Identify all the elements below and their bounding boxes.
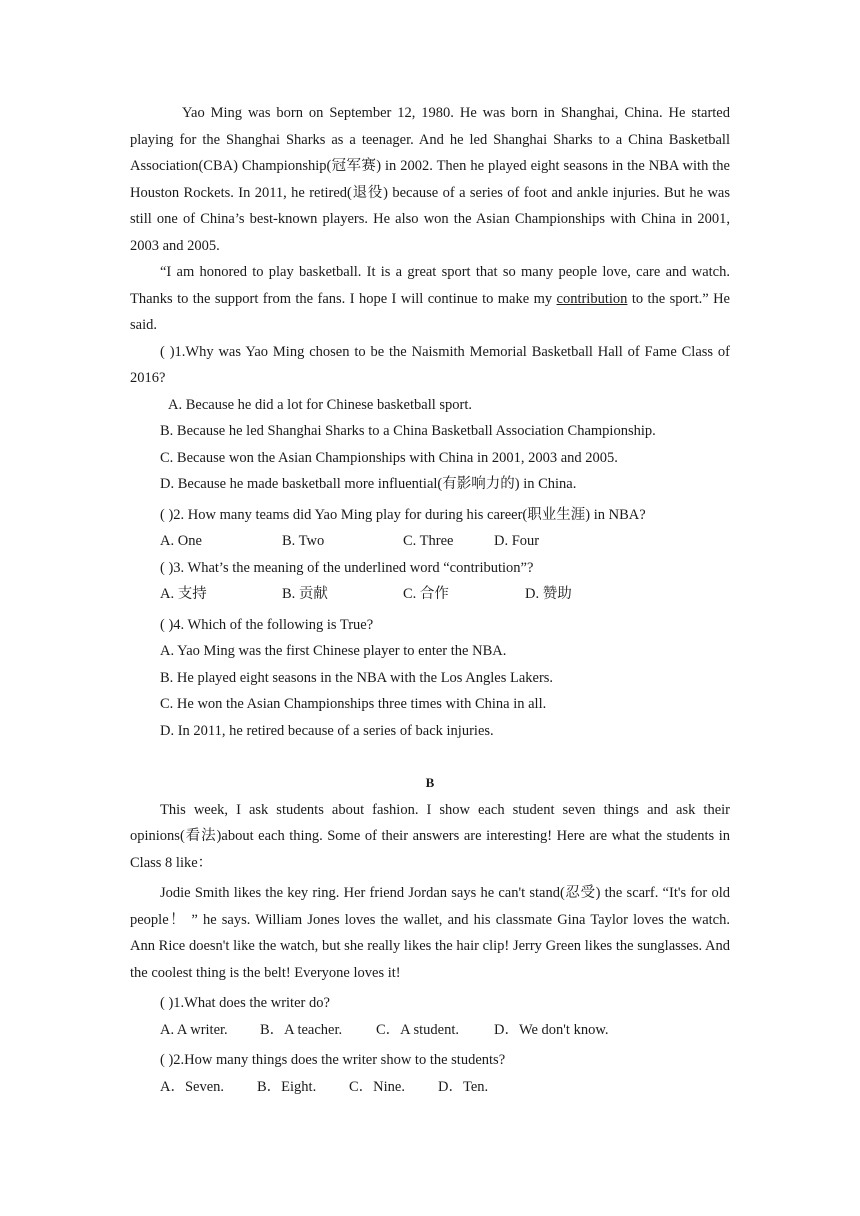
- q2-option-b: B. Two: [282, 533, 325, 549]
- passage-a-paragraph-2: [130, 259, 730, 339]
- passage-b-q1-options: [130, 1017, 730, 1044]
- q3-option-c: C. 合作: [403, 586, 449, 602]
- passage-b-paragraph-2: Jodie Smith likes the key ring. Her friend Jordan says he can't stand(忍受) the scarf. “It's for old people！ ” he says. William Jones loves the wallet, and his classmate Gina Taylor loves the watch. Ann Rice doesn't like the watch, but she really likes the hair clip! Jerry Green likes the sunglasses. And the coolest thing is the belt! Everyone loves it!: [130, 885, 730, 981]
- question-3: ( )3. What’s the meaning of the underlined word “contribution”?: [160, 559, 534, 576]
- q4-option-b: B. He played eight seasons in the NBA with the Los Angles Lakers.: [160, 669, 554, 686]
- b-q2-option-c: C．Nine.: [349, 1078, 405, 1095]
- b-q1-option-b: B．A teacher.: [260, 1021, 343, 1038]
- q2-options: [130, 528, 730, 555]
- b-q2-option-d: D．Ten.: [438, 1078, 489, 1095]
- q1-option-c: C. Because won the Asian Championships with China in 2001, 2003 and 2005.: [160, 449, 618, 466]
- q3-option-d: D. 赞助: [525, 586, 572, 602]
- question-4: ( )4. Which of the following is True?: [160, 616, 374, 633]
- q4-option-c: C. He won the Asian Championships three times with China in all.: [160, 696, 547, 712]
- underlined-word-contribution: contribution: [556, 290, 628, 307]
- passage-b-paragraph-1: This week, I ask students about fashion. I show each student seven things and ask their opinions(看法)about each thing. Some of their answers are interesting! Here are what the students in Class 8 like：: [130, 801, 730, 871]
- q2-option-c: C. Three: [403, 533, 454, 549]
- passage-b-q2-options: [130, 1074, 730, 1101]
- q1-option-d: D. Because he made basketball more influential(有影响力的) in China.: [160, 476, 577, 492]
- q4-option-a: A. Yao Ming was the first Chinese player to enter the NBA.: [160, 643, 507, 659]
- passage-b-question-1: ( )1.What does the writer do?: [160, 995, 330, 1011]
- b-q2-option-a: A．Seven.: [160, 1078, 225, 1095]
- b-q1-option-d: D．We don't know.: [494, 1021, 609, 1038]
- question-2: ( )2. How many teams did Yao Ming play for during his career(职业生涯) in NBA?: [160, 506, 646, 523]
- q4-option-d: D. In 2011, he retired because of a series of back injuries.: [160, 722, 494, 739]
- section-b-heading: B: [425, 775, 435, 790]
- q3-option-a: A. 支持: [160, 586, 207, 602]
- passage-a-paragraph-1: Yao Ming was born on September 12, 1980. He was born in Shanghai, China. He started playing for the Shanghai Sharks as a teenager. And he led Shanghai Sharks to a China Basketball Association(CBA) Championship(冠军赛) in 2002. Then he played eight seasons in the NBA with the Houston Rockets. In 2011, he retired(退役) because of a series of foot and ankle injuries. But he was still one of China’s best-known players. He also won the Asian Championships with China in 2001, 2003 and 2005.: [130, 105, 730, 254]
- question-1: ( )1.Why was Yao Ming chosen to be the Naismith Memorial Basketball Hall of Fame Class of 2016?: [130, 343, 730, 386]
- q3-options: [130, 581, 730, 608]
- passage-b-question-2: ( )2.How many things does the writer show to the students?: [160, 1052, 506, 1068]
- b-q1-option-c: C．A student.: [376, 1021, 459, 1038]
- q2-option-a: A. One: [160, 533, 202, 549]
- b-q2-option-b: B．Eight.: [257, 1078, 317, 1095]
- q3-option-b: B. 贡献: [282, 586, 328, 602]
- document-page: [130, 100, 730, 1100]
- q1-option-a: A. Because he did a lot for Chinese basketball sport.: [168, 396, 473, 413]
- paragraph-2-text-end: to the sport.” He said.: [130, 290, 730, 333]
- q1-option-b: B. Because he led Shanghai Sharks to a China Basketball Association Championship.: [160, 423, 656, 439]
- b-q1-option-a: A. A writer.: [160, 1021, 228, 1038]
- paragraph-2-text-start: “I am honored to play basketball. It is a great sport that so many people love, care and watch. Thanks to the support from the fans. I hope I will continue to make my: [130, 264, 730, 307]
- q2-option-d: D. Four: [494, 533, 540, 549]
